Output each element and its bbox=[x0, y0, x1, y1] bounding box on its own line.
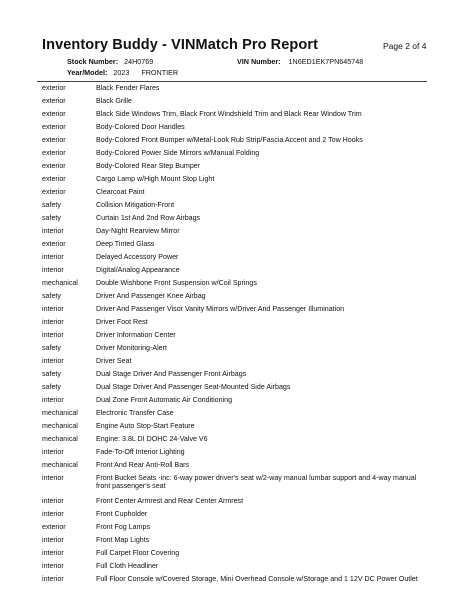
year-model-row bbox=[67, 68, 178, 77]
feature-description: Full Floor Console w/Covered Storage, Mini Overhead Console w/Storage and 1 12V DC Power Outlet bbox=[96, 574, 418, 583]
feature-description: Day-Night Rearview Mirror bbox=[96, 227, 180, 235]
feature-description: Driver Seat bbox=[96, 357, 132, 365]
feature-category: interior bbox=[42, 561, 64, 570]
page-number: Page 2 of 4 bbox=[383, 41, 427, 51]
feature-description: Front Fog Lamps bbox=[96, 522, 151, 531]
feature-category: safety bbox=[42, 201, 61, 209]
feature-description: Driver And Passenger Knee Airbag bbox=[96, 292, 206, 300]
year-value: 2023 bbox=[113, 68, 130, 77]
feature-description: Body-Colored Rear Step Bumper bbox=[96, 162, 201, 170]
feature-category: exterior bbox=[42, 175, 66, 183]
feature-description: Dual Stage Driver And Passenger Seat-Mounted Side Airbags bbox=[96, 383, 291, 391]
feature-category: interior bbox=[42, 253, 64, 261]
feature-category: safety bbox=[42, 214, 61, 222]
feature-description: Electronic Transfer Case bbox=[96, 409, 174, 417]
feature-category: safety bbox=[42, 292, 61, 300]
feature-category: interior bbox=[42, 396, 64, 404]
feature-description: Driver And Passenger Visor Vanity Mirrors w/Driver And Passenger Illumination bbox=[96, 305, 345, 313]
header-divider bbox=[37, 81, 427, 82]
feature-description: Delayed Accessory Power bbox=[96, 253, 179, 261]
vin-number-label: VIN Number: bbox=[237, 57, 281, 66]
feature-category: exterior bbox=[42, 162, 66, 170]
feature-category: interior bbox=[42, 474, 64, 482]
feature-description: Full Carpet Floor Covering bbox=[96, 548, 180, 557]
feature-category: interior bbox=[42, 509, 64, 518]
feature-category: interior bbox=[42, 496, 64, 505]
feature-category: safety bbox=[42, 383, 61, 391]
feature-description: Front Bucket Seats -inc: 6-way power driver's seat w/2-way manual lumbar support and 4-way manual front passenger's seat bbox=[96, 474, 417, 491]
feature-description: Front And Rear Anti-Roll Bars bbox=[96, 461, 190, 469]
feature-description: Dual Zone Front Automatic Air Conditioning bbox=[96, 396, 233, 404]
feature-category: mechanical bbox=[42, 409, 78, 417]
feature-description: Clearcoat Paint bbox=[96, 188, 145, 196]
feature-category: mechanical bbox=[42, 461, 78, 469]
vin-number-row bbox=[237, 57, 363, 66]
year-model-label: Year/Model: bbox=[67, 68, 108, 77]
feature-description: Dual Stage Driver And Passenger Front Airbags bbox=[96, 370, 247, 378]
feature-category: mechanical bbox=[42, 422, 78, 430]
feature-category: exterior bbox=[42, 188, 66, 196]
feature-description: Double Wishbone Front Suspension w/Coil Springs bbox=[96, 279, 257, 287]
feature-category: exterior bbox=[42, 149, 66, 157]
feature-category: interior bbox=[42, 305, 64, 313]
feature-description: Driver Information Center bbox=[96, 331, 176, 339]
model-value: FRONTIER bbox=[141, 68, 179, 77]
feature-category: exterior bbox=[42, 240, 66, 248]
feature-description: Engine: 3.8L DI DOHC 24-Valve V6 bbox=[96, 435, 208, 443]
feature-category: interior bbox=[42, 574, 64, 583]
feature-category: interior bbox=[42, 535, 64, 544]
feature-description: Collision Mitigation-Front bbox=[96, 201, 175, 209]
feature-description: Front Map Lights bbox=[96, 535, 150, 544]
feature-category: interior bbox=[42, 318, 64, 326]
feature-category: interior bbox=[42, 266, 64, 274]
feature-description: Fade-To-Off Interior Lighting bbox=[96, 448, 185, 456]
feature-description: Black Grille bbox=[96, 97, 132, 105]
feature-category: interior bbox=[42, 357, 64, 365]
feature-description: Curtain 1st And 2nd Row Airbags bbox=[96, 214, 201, 222]
feature-category: exterior bbox=[42, 123, 66, 131]
feature-description: Driver Foot Rest bbox=[96, 318, 148, 326]
stock-number-value: 24H0769 bbox=[124, 57, 154, 66]
feature-category: exterior bbox=[42, 110, 66, 118]
vin-number-value: 1N6ED1EK7PN645748 bbox=[288, 57, 364, 66]
feature-category: exterior bbox=[42, 84, 66, 92]
feature-category: interior bbox=[42, 548, 64, 557]
feature-description: Deep Tinted Glass bbox=[96, 240, 155, 248]
feature-description: Cargo Lamp w/High Mount Stop Light bbox=[96, 175, 215, 183]
feature-description: Digital/Analog Appearance bbox=[96, 266, 180, 274]
feature-description: Engine Auto Stop-Start Feature bbox=[96, 422, 195, 430]
feature-category: safety bbox=[42, 344, 61, 352]
feature-category: safety bbox=[42, 370, 61, 378]
feature-description: Driver Monitoring-Alert bbox=[96, 344, 167, 352]
feature-description: Body-Colored Power Side Mirrors w/Manual Folding bbox=[96, 149, 260, 157]
feature-category: mechanical bbox=[42, 435, 78, 443]
feature-category: interior bbox=[42, 227, 64, 235]
feature-category: exterior bbox=[42, 97, 66, 105]
feature-description: Full Cloth Headliner bbox=[96, 561, 159, 570]
feature-category: interior bbox=[42, 331, 64, 339]
stock-number-label: Stock Number: bbox=[67, 57, 119, 66]
feature-description: Body-Colored Door Handles bbox=[96, 123, 185, 131]
feature-description: Black Side Windows Trim, Black Front Windshield Trim and Black Rear Window Trim bbox=[96, 110, 362, 118]
feature-category: interior bbox=[42, 448, 64, 456]
report-title: Inventory Buddy - VINMatch Pro Report bbox=[42, 37, 318, 53]
feature-description: Black Fender Flares bbox=[96, 84, 160, 92]
feature-description: Front Center Armrest and Rear Center Armrest bbox=[96, 496, 244, 505]
feature-description: Front Cupholder bbox=[96, 509, 148, 518]
feature-category: exterior bbox=[42, 136, 66, 144]
feature-category: exterior bbox=[42, 522, 66, 531]
feature-category: mechanical bbox=[42, 279, 78, 287]
stock-number-row bbox=[67, 57, 153, 66]
feature-description: Body-Colored Front Bumper w/Metal-Look Rub Strip/Fascia Accent and 2 Tow Hooks bbox=[96, 136, 363, 144]
